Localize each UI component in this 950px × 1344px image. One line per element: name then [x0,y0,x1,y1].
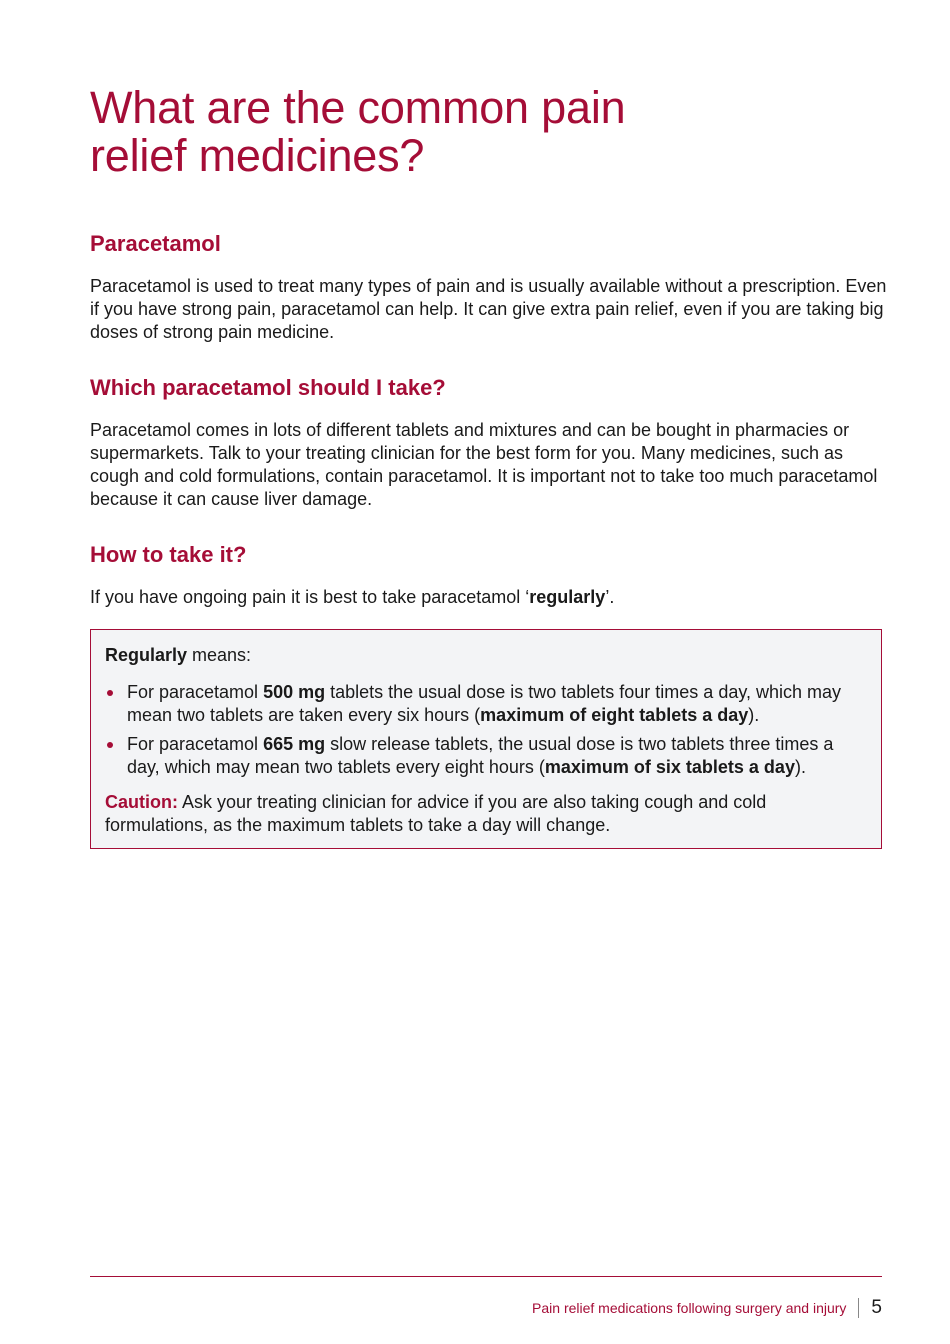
page-footer [532,1297,882,1319]
how-to-take-paragraph: If you have ongoing pain it is best to take paracetamol ‘regularly’. [90,587,615,607]
dose-500mg: 500 mg [263,682,326,702]
dosage-list-item-500mg: For paracetamol 500 mg tablets the usual dose is two tablets four times a day, which may mean two tablets are taken every six hours (maximum of eight tablets a day). [105,681,867,727]
page-title [90,84,850,180]
page-title-line-1: What are the common pain [90,82,626,133]
page-title-line-2: relief medicines? [90,130,425,181]
page-number: 5 [871,1297,882,1318]
info-box-intro: Regularly means: [105,645,252,665]
paracetamol-heading: Paracetamol [90,231,221,256]
regularly-emphasis: regularly [529,587,606,607]
max-eight-tablets: maximum of eight tablets a day [480,705,749,725]
footer-divider [90,1276,882,1277]
footer-document-title: Pain relief medications following surgery and injury [532,1300,847,1316]
caution-label: Caution: [105,792,178,812]
max-six-tablets: maximum of six tablets a day [544,757,795,777]
bullet-dot-icon [107,742,113,748]
paracetamol-paragraph: Paracetamol is used to treat many types of pain and is usually available without a prescription. Even if you have strong pain, paracetamol can help. It can give extra pain relief, even if you are taking big doses of strong pain medicine. [90,276,887,342]
bullet-dot-icon [107,690,113,696]
footer-separator [858,1298,859,1318]
caution-note: Caution: Ask your treating clinician for advice if you are also taking cough and cold formulations, as the maximum tablets to take a day will change. [105,792,767,835]
which-paracetamol-heading: Which paracetamol should I take? [90,375,446,400]
dosage-list-item-665mg: For paracetamol 665 mg slow release tablets, the usual dose is two tablets three times a day, which may mean two tablets every eight hours (maximum of six tablets a day). [105,733,867,779]
dosage-info-box [90,629,882,849]
which-paracetamol-paragraph: Paracetamol comes in lots of different tablets and mixtures and can be bought in pharmacies or supermarkets. Talk to your treating clinician for the best form for you. Many medicines, such as cough and cold formulations, contain paracetamol. It is important not to take too much paracetamol because it can cause liver damage. [90,420,878,509]
dosage-list [105,681,867,779]
how-to-take-heading: How to take it? [90,542,247,567]
dose-665mg: 665 mg [263,734,326,754]
